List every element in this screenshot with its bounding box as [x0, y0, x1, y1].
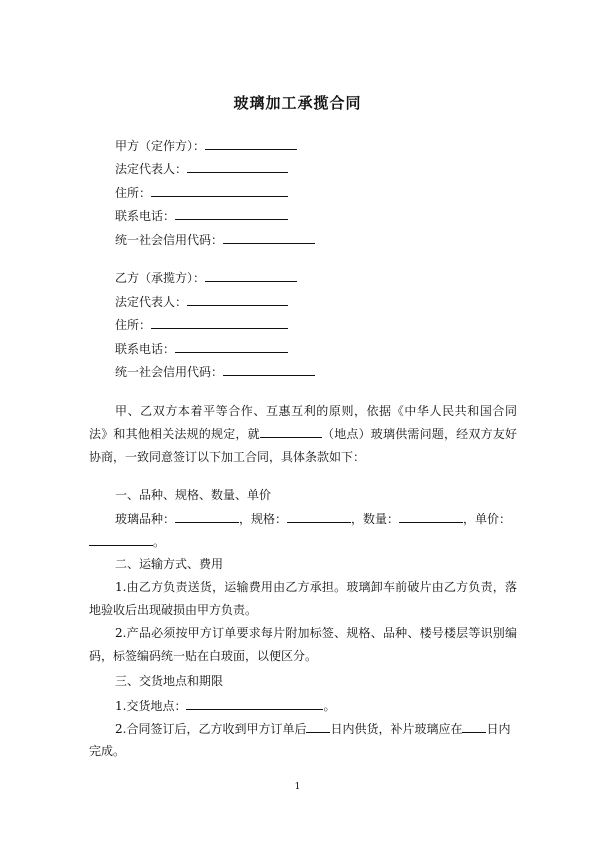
party-b-address-line [115, 316, 288, 332]
delivery-period-text-c: 日内 [486, 722, 511, 736]
delivery-location-label: 1.交货地点： [115, 699, 187, 713]
party-b-credit-code-label: 统一社会信用代码： [115, 365, 224, 379]
spec-label: ，规格： [239, 512, 288, 526]
party-b-legal-rep-line [115, 293, 288, 309]
section-2-item-1 [89, 576, 517, 622]
delivery-period-end: 完成。 [89, 744, 126, 758]
party-a-credit-code-label: 统一社会信用代码： [115, 233, 224, 247]
spec-blank [287, 510, 351, 523]
party-a-blank [205, 137, 297, 150]
party-b-legal-rep-label: 法定代表人： [115, 295, 188, 309]
section-1-heading: 一、品种、规格、数量、单价 [115, 488, 272, 502]
party-a-phone-blank [175, 207, 288, 220]
page-number: 1 [294, 782, 301, 792]
party-b-phone-blank [175, 340, 288, 353]
party-a-address-blank [151, 184, 288, 197]
section-2-item-2-text: 2.产品必须按甲方订单要求每片附加标签、规格、品种、楼号楼层等识别编码，标签编码统一贴在白玻面，以便区分。 [89, 626, 517, 663]
party-b-blank [205, 269, 297, 282]
section-1-price-line [89, 533, 165, 550]
party-a-credit-code-line [115, 231, 315, 247]
section-3-heading: 三、交货地点和期限 [115, 674, 224, 688]
party-a-label-line [115, 137, 297, 153]
party-a-legal-rep-blank [187, 160, 288, 173]
party-b-legal-rep-blank [187, 293, 288, 306]
party-b-address-label: 住所： [115, 318, 152, 332]
delivery-period-line [115, 720, 510, 737]
unit-price-label: ，单价： [463, 512, 512, 526]
quantity-blank [399, 510, 463, 523]
party-b-phone-line [115, 340, 288, 356]
party-b-label-line [115, 269, 297, 285]
party-a-credit-code-blank [223, 231, 315, 244]
party-a-phone-line [115, 207, 288, 223]
section-1-fields [115, 510, 511, 527]
quantity-label: ，数量： [351, 512, 400, 526]
intro-location-blank [260, 425, 322, 438]
delivery-period-text-a: 2.合同签订后，乙方收到甲方订单后 [115, 722, 307, 736]
delivery-period-text-b: 日内供货，补片玻璃应在 [330, 722, 463, 736]
party-a-legal-rep-line [115, 160, 288, 176]
delivery-location-end: 。 [323, 699, 336, 713]
section-1-end: 。 [153, 535, 166, 549]
section-2-item-2 [89, 622, 517, 668]
party-b-credit-code-blank [223, 363, 315, 376]
supply-days-blank [306, 720, 330, 733]
party-b-phone-label: 联系电话： [115, 342, 176, 356]
intro-text-2: （地点）玻璃供需问题，经双方友好协商，一致同意签订以下加工合同，具体条款如下： [89, 427, 517, 464]
variety-blank [175, 510, 239, 523]
party-a-address-line [115, 184, 288, 200]
section-2-heading: 二、运输方式、费用 [115, 557, 224, 571]
party-b-label: 乙方（承揽方）： [115, 271, 206, 285]
party-a-legal-rep-label: 法定代表人： [115, 162, 188, 176]
variety-label: 玻璃品种： [115, 512, 176, 526]
section-2-item-1-text: 1.由乙方负责送货，运输费用由乙方承担。玻璃卸车前破片由乙方负责，落地验收后出现破损由甲方负责。 [89, 580, 517, 617]
party-b-credit-code-line [115, 363, 315, 379]
delivery-location-blank [186, 697, 323, 710]
party-b-address-blank [151, 316, 288, 329]
replacement-days-blank [462, 720, 486, 733]
intro-text-1: 甲、乙双方本着平等合作、互惠互利的原则，依据《中华人民共和国合同法》和其他相关法规的规定，就 [89, 404, 517, 441]
intro-paragraph [89, 400, 517, 469]
party-a-label: 甲方（定作方）： [115, 139, 206, 153]
party-a-address-label: 住所： [115, 186, 152, 200]
party-a-phone-label: 联系电话： [115, 209, 176, 223]
unit-price-blank [89, 533, 153, 546]
delivery-location-line [115, 697, 335, 714]
document-title: 玻璃加工承揽合同 [233, 94, 362, 112]
